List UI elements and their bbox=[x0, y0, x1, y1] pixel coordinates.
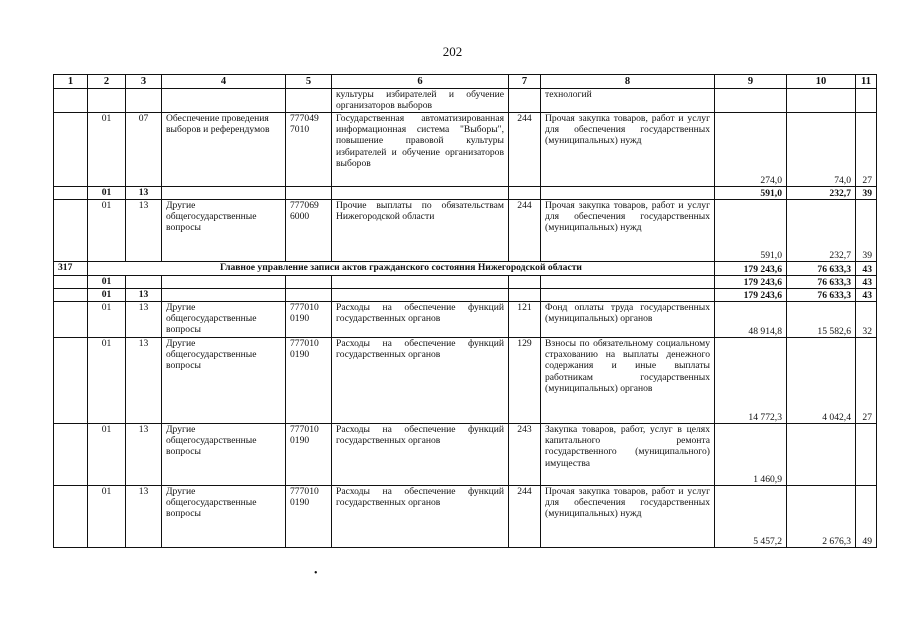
cell-description: Расходы на обеспечение функций государственных органов bbox=[332, 302, 509, 338]
cell-subsection: 13 bbox=[126, 289, 162, 302]
cell-expense-code: 244 bbox=[509, 113, 541, 187]
cell-actual bbox=[787, 424, 856, 486]
column-header: 7 bbox=[509, 75, 541, 89]
cell-actual: 232,7 bbox=[787, 187, 856, 200]
table-row bbox=[54, 113, 877, 187]
cell-description: Расходы на обеспечение функций государственных органов bbox=[332, 338, 509, 424]
cell-expense-code: 243 bbox=[509, 424, 541, 486]
cell-expense-code: 244 bbox=[509, 200, 541, 262]
cell-name: Другие общегосударственные вопросы bbox=[162, 338, 286, 424]
cell-percent: 43 bbox=[856, 289, 877, 302]
cell-agency-code: 317 bbox=[54, 262, 88, 276]
cell-plan: 48 914,8 bbox=[715, 302, 787, 338]
column-header: 4 bbox=[162, 75, 286, 89]
cell-name: Другие общегосударственные вопросы bbox=[162, 302, 286, 338]
cell-percent: 39 bbox=[856, 200, 877, 262]
cell-plan: 14 772,3 bbox=[715, 338, 787, 424]
cell-expense-type: технологий bbox=[541, 89, 715, 113]
cell-description: Прочие выплаты по обязательствам Нижегородской области bbox=[332, 200, 509, 262]
cell-target-code: 777010 0190 bbox=[286, 302, 332, 338]
cell-actual: 76 633,3 bbox=[787, 276, 856, 289]
budget-table bbox=[53, 74, 877, 548]
cell-name: Обеспечение проведения выборов и референдумов bbox=[162, 113, 286, 187]
page-number: 202 bbox=[442, 44, 463, 59]
table-row-subtotal bbox=[54, 276, 877, 289]
cell-subsection: 13 bbox=[126, 338, 162, 424]
table-row bbox=[54, 302, 877, 338]
cell-section: 01 bbox=[88, 276, 126, 289]
table-header-row bbox=[54, 75, 877, 89]
cell-name: Другие общегосударственные вопросы bbox=[162, 424, 286, 486]
cell-plan: 591,0 bbox=[715, 200, 787, 262]
table-row bbox=[54, 200, 877, 262]
table-row bbox=[54, 486, 877, 548]
cell-percent: 43 bbox=[856, 276, 877, 289]
cell-percent bbox=[856, 424, 877, 486]
cell-actual: 76 633,3 bbox=[787, 289, 856, 302]
cell-description: Расходы на обеспечение функций государственных органов bbox=[332, 424, 509, 486]
cell-plan: 179 243,6 bbox=[715, 289, 787, 302]
cell-actual: 15 582,6 bbox=[787, 302, 856, 338]
cell-plan: 274,0 bbox=[715, 113, 787, 187]
cell-percent: 49 bbox=[856, 486, 877, 548]
cell-plan: 1 460,9 bbox=[715, 424, 787, 486]
cell-section: 01 bbox=[88, 486, 126, 548]
cell-expense-code: 244 bbox=[509, 486, 541, 548]
cell-description: культуры избирателей и обучение организаторов выборов bbox=[332, 89, 509, 113]
cell-section: 01 bbox=[88, 200, 126, 262]
cell-percent: 43 bbox=[856, 262, 877, 276]
cell-expense-type: Взносы по обязательному социальному страхованию на выплаты денежного содержания и иные выплаты работникам государственных (муниципальных) органов bbox=[541, 338, 715, 424]
cell-target-code: 777069 6000 bbox=[286, 200, 332, 262]
cell-actual: 2 676,3 bbox=[787, 486, 856, 548]
cell-description: Расходы на обеспечение функций государственных органов bbox=[332, 486, 509, 548]
cell-section: 01 bbox=[88, 289, 126, 302]
cell-target-code: 777010 0190 bbox=[286, 338, 332, 424]
column-header: 10 bbox=[787, 75, 856, 89]
cell-expense-type: Прочая закупка товаров, работ и услуг для обеспечения государственных (муниципальных) нужд bbox=[541, 200, 715, 262]
cell-plan: 591,0 bbox=[715, 187, 787, 200]
column-header: 2 bbox=[88, 75, 126, 89]
cell-percent: 32 bbox=[856, 302, 877, 338]
cell-target-code: 777010 0190 bbox=[286, 424, 332, 486]
table-row-agency bbox=[54, 262, 877, 276]
cell-actual: 74,0 bbox=[787, 113, 856, 187]
table-row-subtotal bbox=[54, 289, 877, 302]
column-header: 6 bbox=[332, 75, 509, 89]
cell-actual: 4 042,4 bbox=[787, 338, 856, 424]
cell-subsection: 13 bbox=[126, 486, 162, 548]
agency-title: Главное управление записи актов гражданского состояния Нижегородской области bbox=[88, 262, 715, 276]
cell-subsection: 07 bbox=[126, 113, 162, 187]
table-row-subtotal bbox=[54, 187, 877, 200]
cell-section: 01 bbox=[88, 424, 126, 486]
cell-actual: 232,7 bbox=[787, 200, 856, 262]
cell-expense-type: Прочая закупка товаров, работ и услуг для обеспечения государственных (муниципальных) нужд bbox=[541, 486, 715, 548]
table-row bbox=[54, 89, 877, 113]
table-row bbox=[54, 338, 877, 424]
cell-section: 01 bbox=[88, 302, 126, 338]
column-header: 5 bbox=[286, 75, 332, 89]
column-header: 11 bbox=[856, 75, 877, 89]
cell-section: 01 bbox=[88, 338, 126, 424]
cell-plan: 179 243,6 bbox=[715, 262, 787, 276]
cell-plan: 179 243,6 bbox=[715, 276, 787, 289]
cell-subsection: 13 bbox=[126, 200, 162, 262]
cell-percent: 39 bbox=[856, 187, 877, 200]
cell-expense-type: Закупка товаров, работ, услуг в целях капитального ремонта государственного (муниципального) имущества bbox=[541, 424, 715, 486]
cell-expense-type: Прочая закупка товаров, работ и услуг для обеспечения государственных (муниципальных) нужд bbox=[541, 113, 715, 187]
cell-expense-type: Фонд оплаты труда государственных (муниципальных) органов bbox=[541, 302, 715, 338]
column-header: 1 bbox=[54, 75, 88, 89]
cell-target-code: 777049 7010 bbox=[286, 113, 332, 187]
cell-percent: 27 bbox=[856, 338, 877, 424]
cell-name: Другие общегосударственные вопросы bbox=[162, 200, 286, 262]
cell-plan: 5 457,2 bbox=[715, 486, 787, 548]
cell-subsection: 13 bbox=[126, 424, 162, 486]
scan-mark: • bbox=[314, 568, 318, 579]
table-row bbox=[54, 424, 877, 486]
cell-section: 01 bbox=[88, 187, 126, 200]
cell-subsection: 13 bbox=[126, 187, 162, 200]
cell-name: Другие общегосударственные вопросы bbox=[162, 486, 286, 548]
cell-expense-code: 121 bbox=[509, 302, 541, 338]
cell-percent: 27 bbox=[856, 113, 877, 187]
cell-expense-code: 129 bbox=[509, 338, 541, 424]
cell-actual: 76 633,3 bbox=[787, 262, 856, 276]
column-header: 9 bbox=[715, 75, 787, 89]
column-header: 8 bbox=[541, 75, 715, 89]
cell-target-code: 777010 0190 bbox=[286, 486, 332, 548]
column-header: 3 bbox=[126, 75, 162, 89]
cell-section: 01 bbox=[88, 113, 126, 187]
cell-subsection: 13 bbox=[126, 302, 162, 338]
cell-description: Государственная автоматизированная информационная система "Выборы", повышение правовой культуры избирателей и обучение организаторов выборов bbox=[332, 113, 509, 187]
